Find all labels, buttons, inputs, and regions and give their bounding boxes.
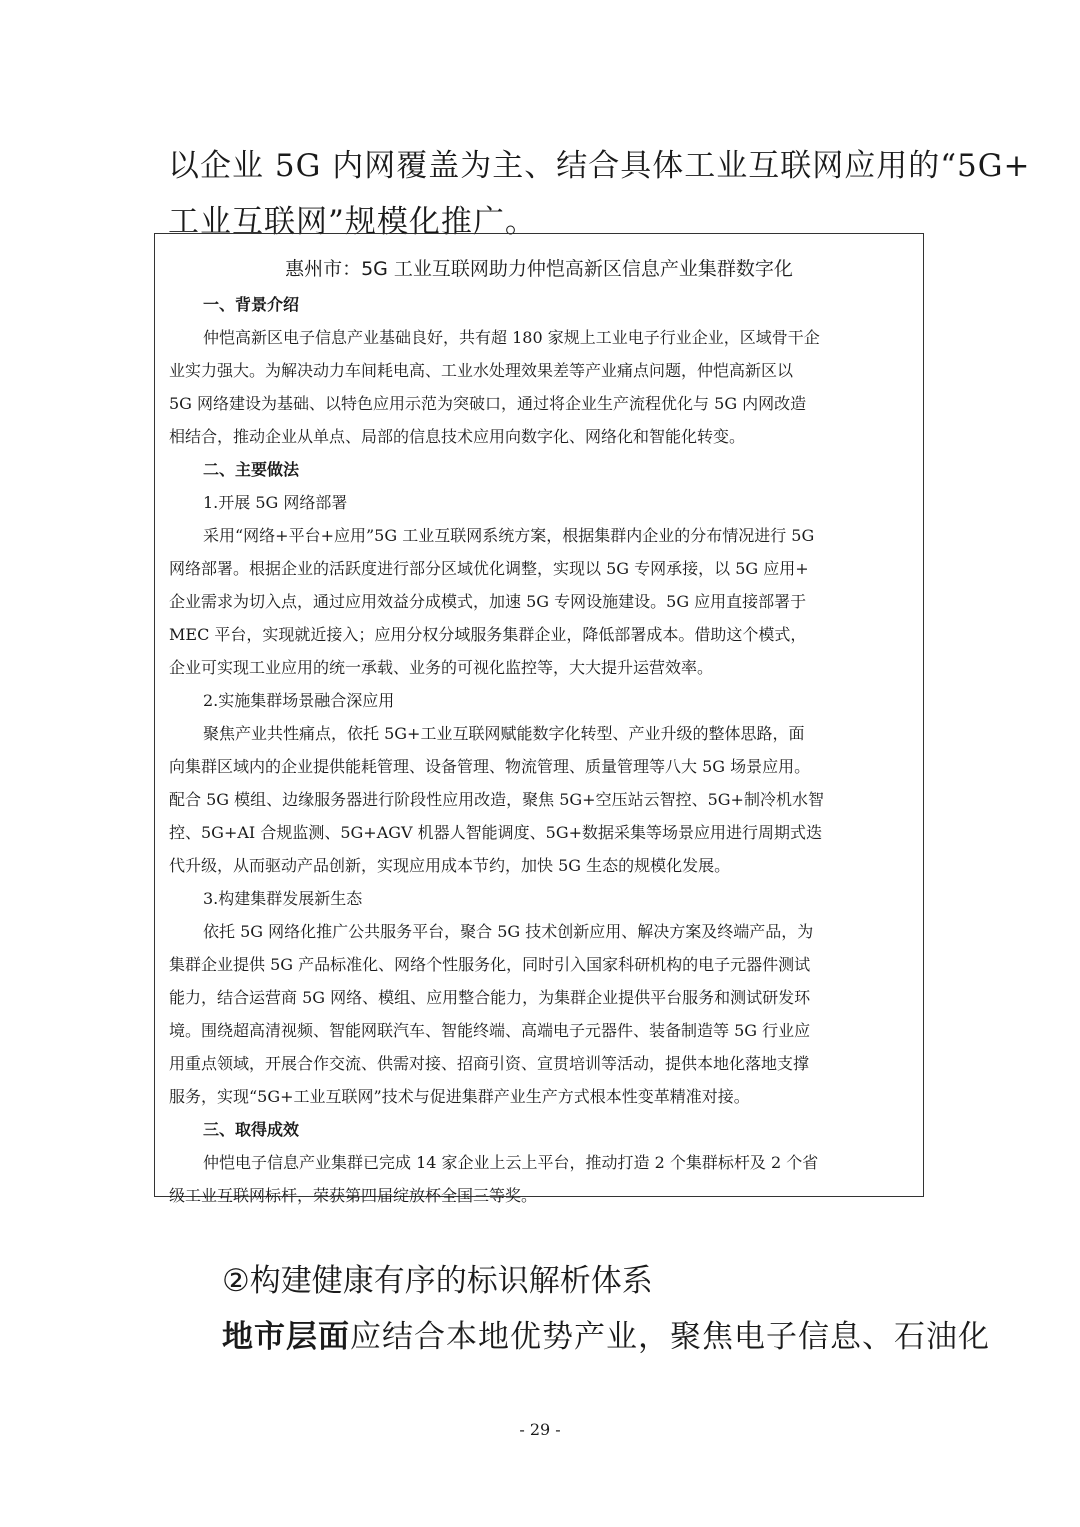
section-heading-practices: 二、主要做法 xyxy=(203,460,300,479)
text-line: 业实力强大。为解决动力车间耗电高、工业水处理效果差等产业痛点问题，仲恺高新区以 xyxy=(169,361,794,380)
text-line: 级工业互联网标杆，荣获第四届绽放杯全国三等奖。 xyxy=(169,1186,538,1205)
section-heading-results: 三、取得成效 xyxy=(203,1120,300,1139)
text-line: 服务，实现“5G+工业互联网”技术与促进集群产业生产方式根本性变革精准对接。 xyxy=(169,1087,750,1106)
text-line: 集群企业提供 5G 产品标准化、网络个性服务化，同时引入国家科研机构的电子元器件测试 xyxy=(169,955,811,974)
case-study-box xyxy=(154,233,924,1205)
ecosystem-paragraph xyxy=(169,915,909,1113)
text-line: 相结合，推动企业从单点、局部的信息技术应用向数字化、网络化和智能化转变。 xyxy=(169,427,746,446)
lead-bold-term: 地市层面 xyxy=(222,1319,350,1355)
subsection-title: 2.实施集群场景融合深应用 xyxy=(203,691,395,710)
text-line: 依托 5G 网络化推广公共服务平台，聚合 5G 技术创新应用、解决方案及终端产品，为 xyxy=(203,922,814,941)
text-line: 企业可实现工业应用的统一承载、业务的可视化监控等，大大提升运营效率。 xyxy=(169,658,714,677)
background-paragraph xyxy=(169,321,909,453)
text-line: 代升级，从而驱动产品创新，实现应用成本节约，加快 5G 生态的规模化发展。 xyxy=(169,856,731,875)
section-heading-background: 一、背景介绍 xyxy=(203,295,300,314)
subsection-title: 1.开展 5G 网络部署 xyxy=(203,493,348,512)
lead-text: 应结合本地优势产业，聚焦电子信息、石油化 xyxy=(350,1319,990,1355)
text-line: MEC 平台，实现就近接入；应用分权分域服务集群企业，降低部署成本。借助这个模式， xyxy=(169,625,807,644)
subsection-title: 3.构建集群发展新生态 xyxy=(203,889,363,908)
text-line: 企业需求为切入点，通过应用效益分成模式，加速 5G 专网设施建设。5G 应用直接部署于 xyxy=(169,592,807,611)
text-line: 能力，结合运营商 5G 网络、模组、应用整合能力，为集群企业提供平台服务和测试研发环 xyxy=(169,988,811,1007)
text-line: 控、5G+AI 合规监测、5G+AGV 机器人智能调度、5G+数据采集等场景应用进行周期式迭 xyxy=(169,823,823,842)
scenario-application-paragraph xyxy=(169,717,909,882)
text-line: 用重点领域，开展合作交流、供需对接、招商引资、宣贯培训等活动，提供本地化落地支撑 xyxy=(169,1054,810,1073)
text-line: 境。围绕超高清视频、智能网联汽车、智能终端、高端电子元器件、装备制造等 5G 行业应 xyxy=(169,1021,811,1040)
lead-paragraph xyxy=(222,1314,990,1360)
page-number: - 29 - xyxy=(519,1420,561,1439)
text-line: 向集群区域内的企业提供能耗管理、设备管理、物流管理、质量管理等八大 5G 场景应用。 xyxy=(169,757,811,776)
text-line: 5G 网络建设为基础、以特色应用示范为突破口，通过将企业生产流程优化与 5G 内网改造 xyxy=(169,394,807,413)
text-line: 采用“网络+平台+应用”5G 工业互联网系统方案，根据集群内企业的分布情况进行 5G xyxy=(203,526,815,545)
section-heading: ②构建健康有序的标识解析体系 xyxy=(222,1263,653,1299)
text-line: 聚焦产业共性痛点，依托 5G+工业互联网赋能数字化转型、产业升级的整体思路，面 xyxy=(203,724,805,743)
case-title: 惠州市：5G 工业互联网助力仲恺高新区信息产业集群数字化 xyxy=(285,258,793,280)
intro-line: 工业互联网”规模化推广。 xyxy=(168,204,537,240)
text-line: 仲恺高新区电子信息产业基础良好，共有超 180 家规上工业电子行业企业，区域骨干企 xyxy=(203,328,820,347)
network-deployment-paragraph xyxy=(169,519,909,684)
results-paragraph xyxy=(169,1146,909,1212)
text-line: 配合 5G 模组、边缘服务器进行阶段性应用改造，聚焦 5G+空压站云智控、5G+制冷机水智 xyxy=(169,790,824,809)
text-line: 仲恺电子信息产业集群已完成 14 家企业上云上平台，推动打造 2 个集群标杆及 2 个省 xyxy=(203,1153,819,1172)
intro-line: 以企业 5G 内网覆盖为主、结合具体工业互联网应用的“5G+ xyxy=(168,148,1031,184)
text-line: 网络部署。根据企业的活跃度进行部分区域优化调整，实现以 5G 专网承接，以 5G 应用+ xyxy=(169,559,809,578)
